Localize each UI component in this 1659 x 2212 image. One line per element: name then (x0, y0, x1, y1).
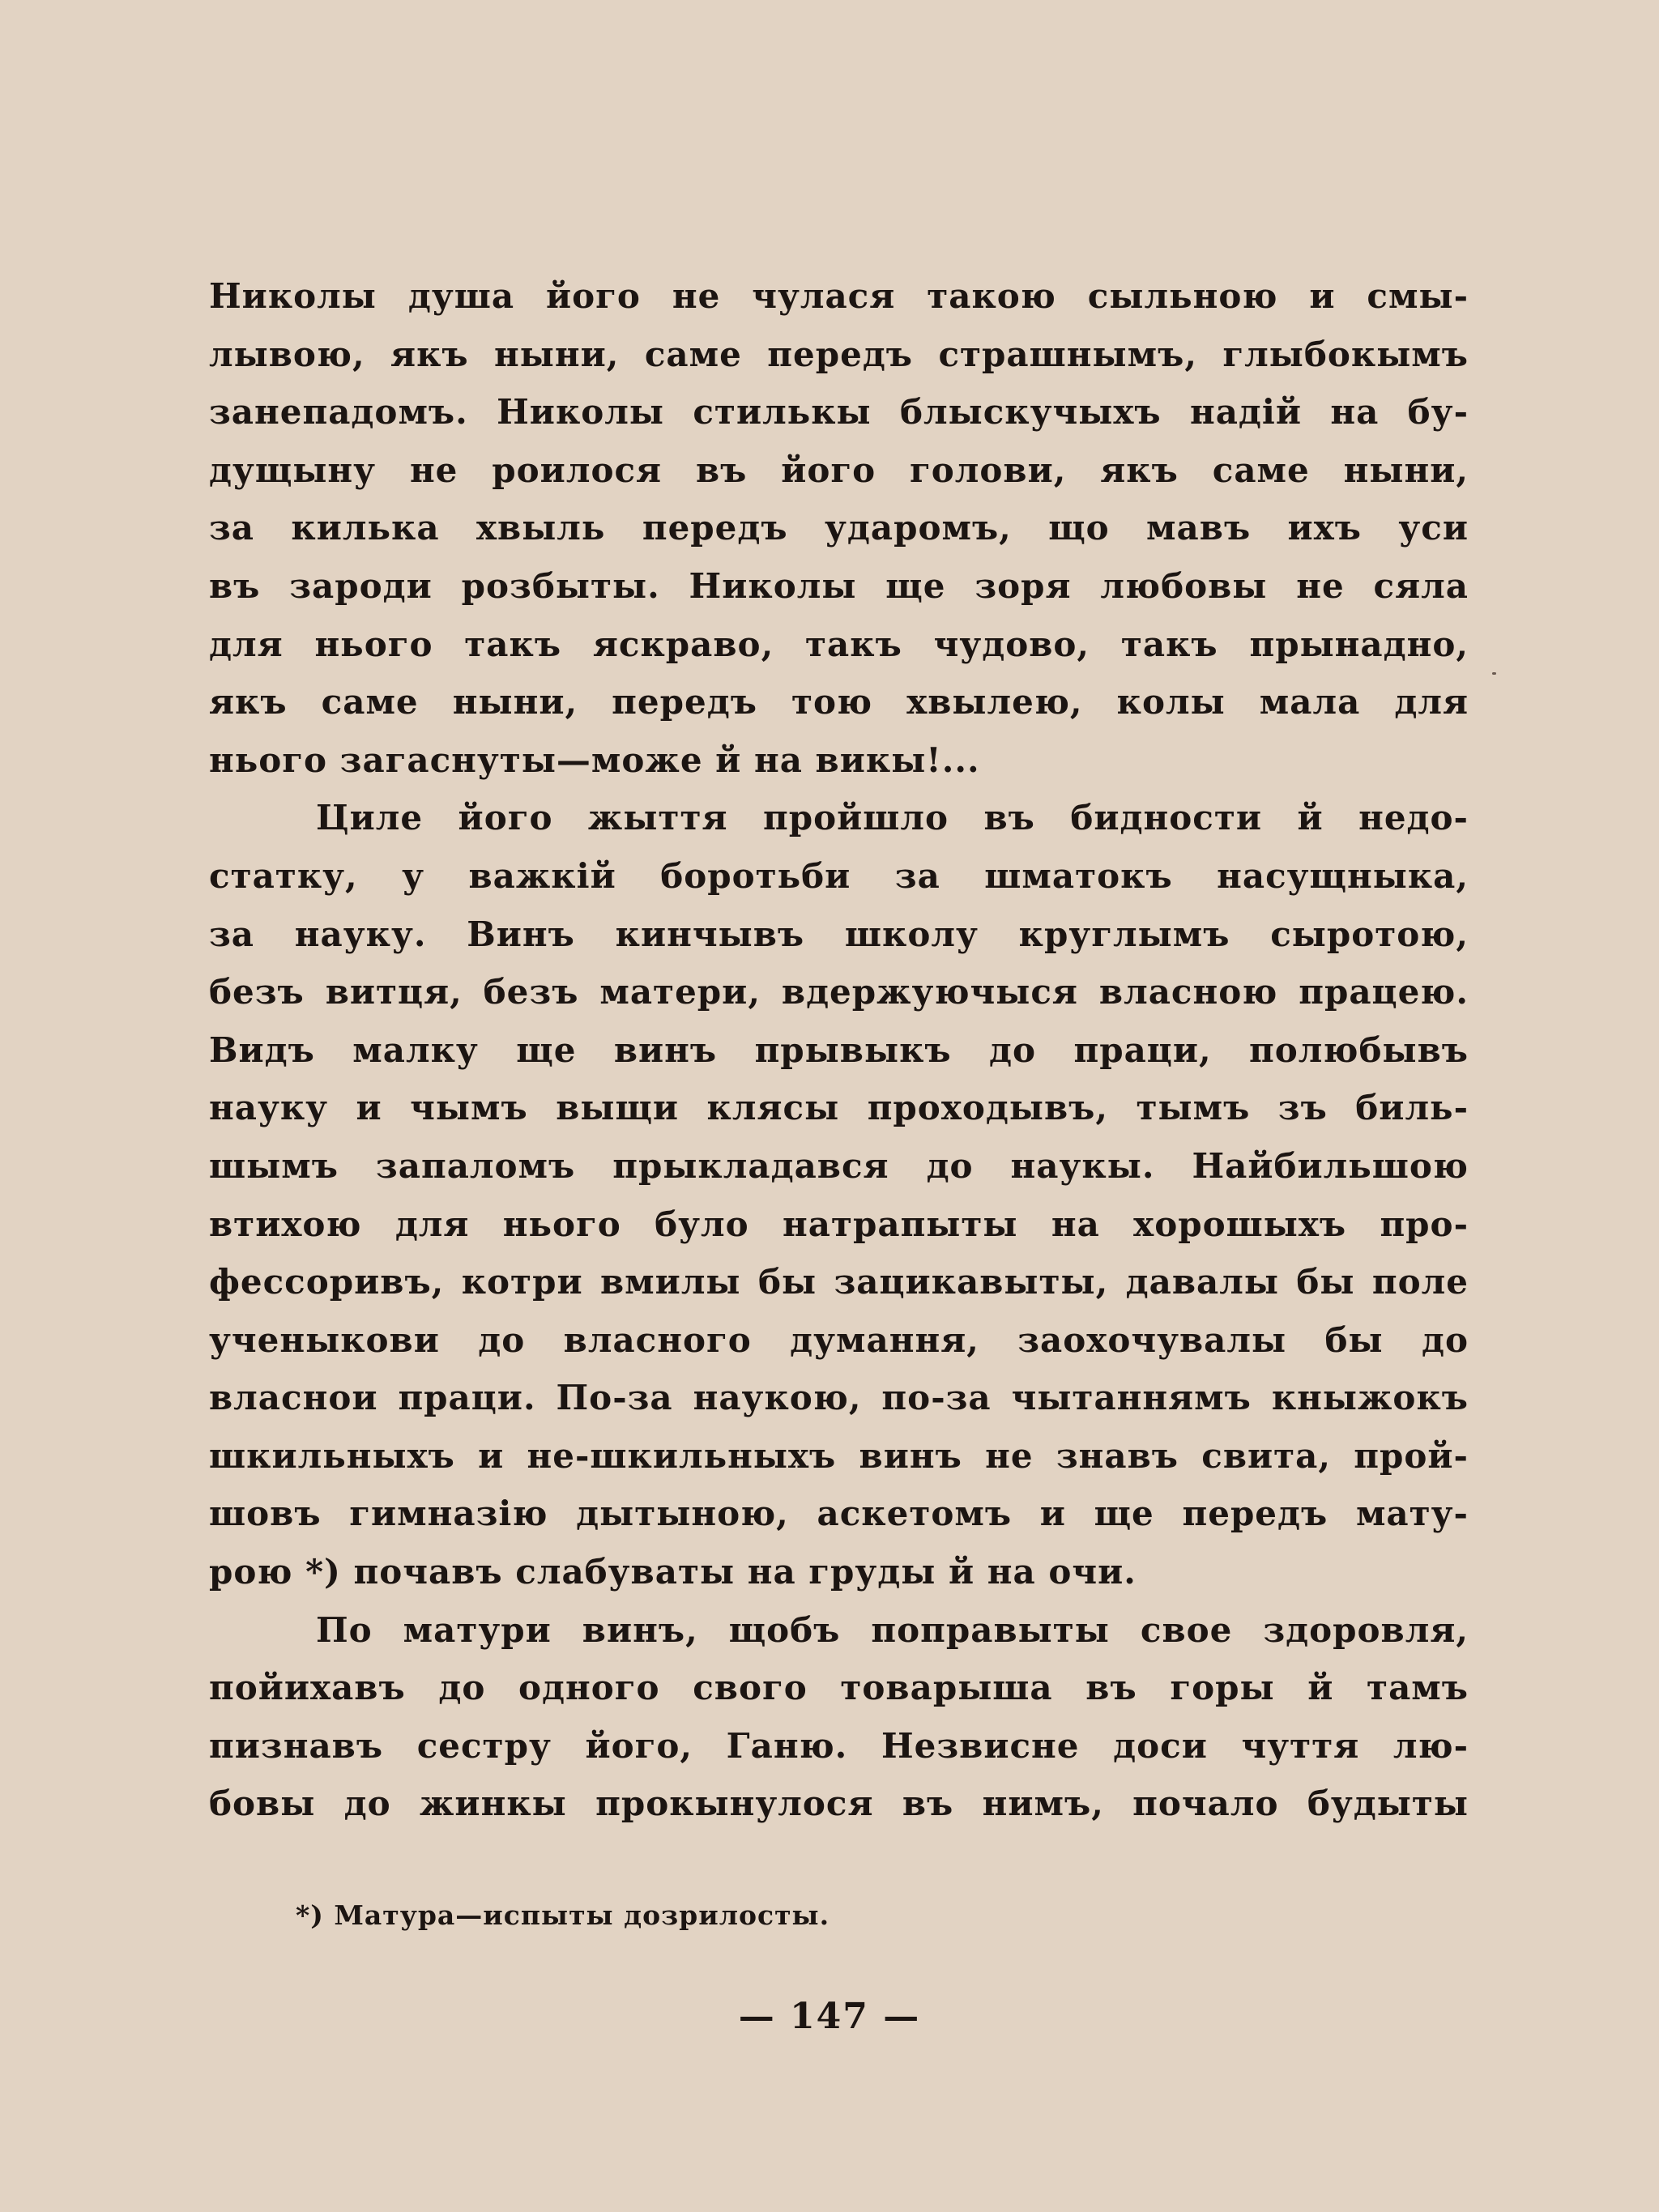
text-line: фессоривъ, котри вмилы бы зацикавыты, давалы бы поле (209, 1262, 1469, 1302)
text-line: дущыну не роилося въ його голови, якъ саме ныни, (209, 450, 1469, 490)
text-line: Циле його жыття пройшло въ бидности й недо- (316, 798, 1469, 838)
text-line: втихою для нього було натрапыты на хорошыхъ про- (209, 1204, 1469, 1244)
text-line: Николы душа його не чулася такою сыльною и смы- (209, 276, 1469, 316)
text-line: Видъ малку ще винъ прывыкъ до праци, полюбывъ (209, 1029, 1469, 1070)
page-number: — 147 — (738, 1996, 921, 2037)
text-line: за науку. Винъ кинчывъ школу круглымъ сыротою, (209, 914, 1469, 954)
text-line: По матури винъ, щобъ поправыты свое здоровля, (316, 1609, 1469, 1650)
text-line: науку и чымъ выщи клясы проходывъ, тымъ зъ биль- (209, 1088, 1469, 1128)
text-line: безъ витця, безъ матери, вдержуючыся власною працею. (209, 972, 1469, 1012)
text-line: шымъ запаломъ прыкладався до наукы. Найбильшою (209, 1145, 1469, 1186)
footnote: *) Матура—испыты дозрилосты. (296, 1899, 830, 1931)
text-line: якъ саме ныни, передъ тою хвылею, колы мала для (209, 682, 1469, 722)
text-line: занепадомъ. Николы стилькы блыскучыхъ надій на бу- (209, 392, 1469, 433)
text-line: статку, у важкій боротьби за шматокъ насущныка, (209, 855, 1469, 896)
text-line: за килька хвыль передъ ударомъ, що мавъ ихъ уси (209, 508, 1469, 548)
text-line: ученыкови до власного думання, заохочувалы бы до (209, 1319, 1469, 1360)
text-line: нього загаснуты—може й на викы!... (209, 739, 980, 780)
text-line: пизнавъ сестру його, Ганю. Незвисне доси чуття лю- (209, 1725, 1469, 1766)
text-line: рою *) почавъ слабуваты на груды й на очи. (209, 1552, 1137, 1592)
print-speck (1492, 672, 1496, 675)
text-line: для нього такъ яскраво, такъ чудово, такъ прынадно, (209, 624, 1469, 664)
text-line: власнои праци. По-за наукою, по-за чытаннямъ кныжокъ (209, 1378, 1469, 1418)
text-line: шовъ гимназію дытыною, аскетомъ и ще передъ мату- (209, 1494, 1469, 1534)
text-line: пойихавъ до одного свого товарыша въ горы й тамъ (209, 1668, 1469, 1708)
text-line: лывою, якъ ныни, саме передъ страшнымъ, глыбокымъ (209, 334, 1469, 374)
text-line: бовы до жинкы прокынулося въ нимъ, почало будыты (209, 1784, 1469, 1824)
text-line: шкильныхъ и не-шкильныхъ винъ не знавъ свита, прой- (209, 1435, 1469, 1476)
text-line: въ зароди розбыты. Николы ще зоря любовы не сяла (209, 565, 1469, 606)
body-text (209, 267, 1469, 1833)
